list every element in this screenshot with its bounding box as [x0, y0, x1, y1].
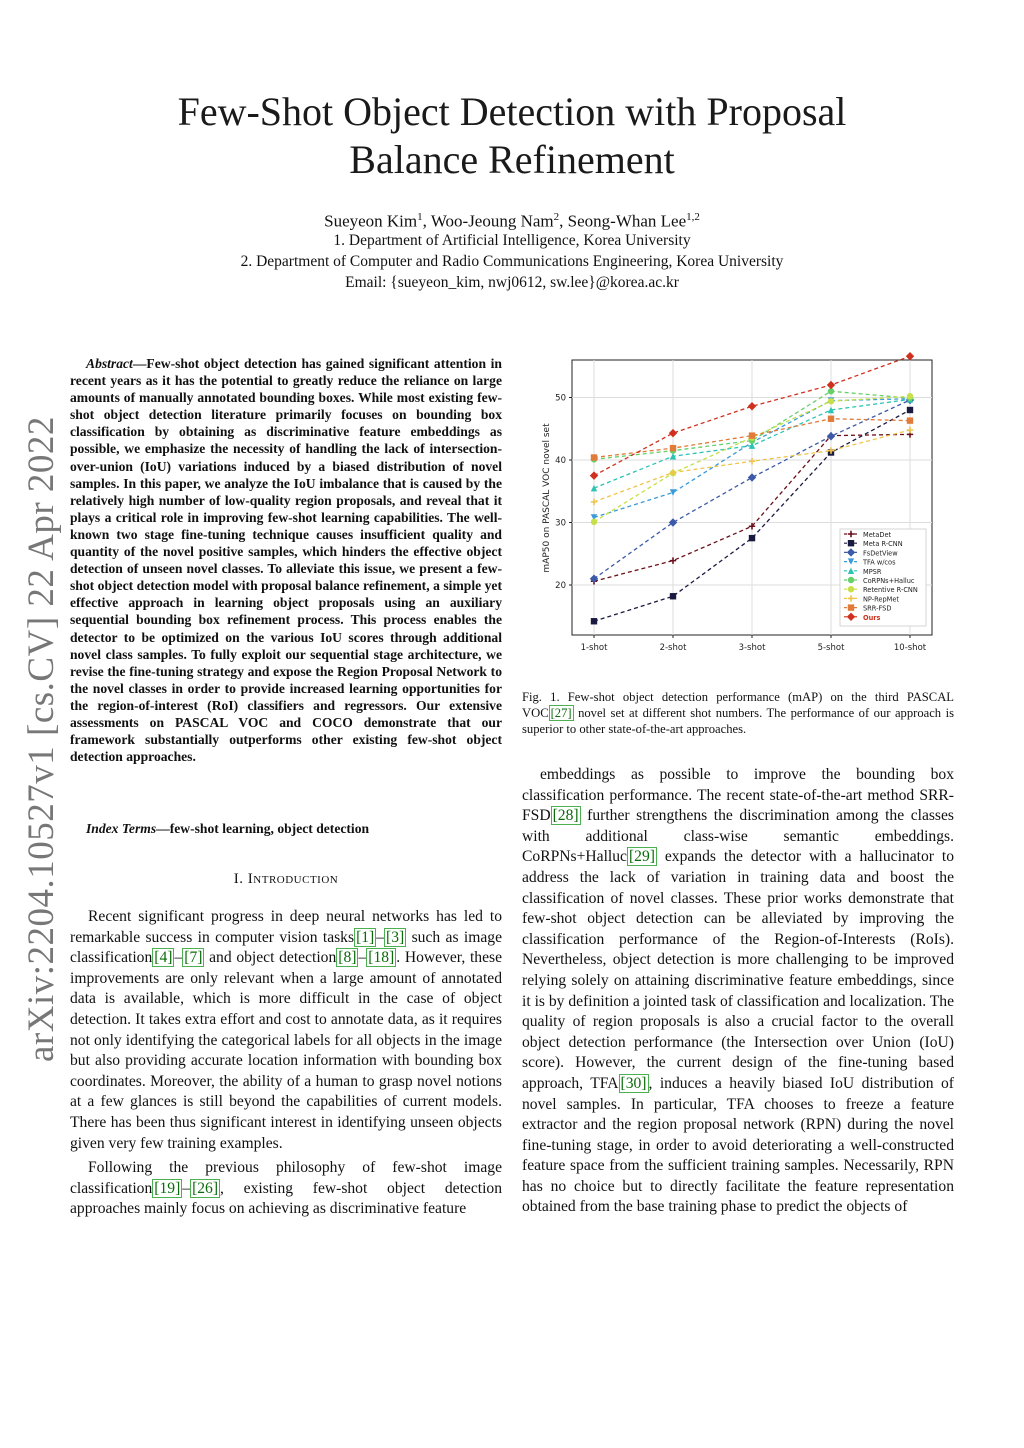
author-name: Seong-Whan Lee [567, 211, 687, 231]
legend-label: FsDetView [863, 549, 898, 558]
x-tick-label: 1-shot [580, 643, 608, 653]
data-point [828, 398, 834, 404]
text-run: – [174, 949, 183, 967]
index-terms [70, 820, 502, 837]
x-tick-label: 5-shot [817, 643, 845, 653]
data-point [848, 540, 854, 546]
data-point [670, 593, 676, 599]
y-tick-label: 30 [555, 518, 566, 529]
text-run: embeddings as possible to improve the bounding box classification performance. The recent state-of-the-art method SRR-FSD [522, 766, 954, 825]
citation-link[interactable]: [8] [338, 949, 357, 967]
text-run: novel set at different shot numbers. The performance of our approach is superior to other state-of-the-art approaches. [522, 706, 954, 736]
legend-label: MPSR [863, 567, 882, 576]
text-run: expands the detector with a hallucinator to address the lack of variation in training data and boost the classification of novel classes. These prior works demonstrate that few-shot object detection can be alleviated by improving the classification performance of the Region-of-Interests (RoIs). Nevertheless, object detection is more challenging to be improved relying solely on attaining discriminative feature embeddings, since it is by definition a jointed task of classification and localization. The quality of region proposals is also a crucial factor to the overall object detection performance (the Intersection over Union (IoU) score). However, the current design of the fine-tuning based approach, TFA [522, 848, 954, 1092]
y-tick-label: 40 [555, 456, 566, 466]
citation-link[interactable]: [1] [356, 928, 375, 946]
legend-label: MetaDet [863, 531, 892, 539]
author-affil-sup: 2 [553, 211, 560, 223]
citation-link[interactable]: [30] [620, 1074, 647, 1092]
legend-label: NP-RepMet [863, 595, 900, 604]
y-axis-ticks [555, 394, 572, 592]
paper-title [0, 88, 1024, 184]
data-point [670, 445, 676, 451]
affiliation-2: 2. Department of Computer and Radio Communications Engineering, Korea University [240, 253, 784, 270]
text-run: – [376, 928, 385, 946]
citation-link[interactable]: [27] [550, 706, 572, 720]
data-point [906, 352, 914, 360]
index-terms-label: Index Terms [86, 821, 157, 836]
y-tick-label: 20 [555, 581, 566, 591]
y-axis-label: mAP50 on PASCAL VOC novel set [542, 423, 552, 573]
author-email: Email: {sueyeon_kim, nwj0612, sw.lee}@korea.ac.kr [345, 274, 679, 291]
data-point [591, 519, 597, 525]
citation-link[interactable]: [19] [154, 1179, 181, 1197]
citation-link[interactable]: [29] [628, 848, 655, 866]
text-run: – [358, 949, 367, 967]
citation-link[interactable]: [4] [154, 949, 173, 967]
intro-right-column [522, 765, 954, 1218]
text-run: , existing few-shot object detection approaches mainly focus on achieving as discriminative feature [70, 1179, 502, 1218]
text-run: – [182, 1179, 191, 1197]
x-tick-label: 3-shot [738, 643, 766, 653]
paragraph [522, 765, 954, 1218]
author-name: Woo-Jeoung Nam [430, 211, 554, 231]
abstract-label: Abstract [86, 356, 133, 371]
data-point [907, 417, 913, 423]
legend-label: TFA w/cos [863, 558, 896, 567]
section-heading [70, 871, 502, 888]
section-number: I. [233, 871, 244, 887]
legend-label: Retentive R-CNN [863, 586, 918, 595]
x-tick-label: 2-shot [659, 643, 687, 653]
text-run: further strengthens the discrimination among the classes with additional class-wise semantic embeddings. CoRPNs+Halluc [522, 807, 954, 866]
data-point [848, 586, 854, 592]
paragraph [70, 907, 502, 1154]
data-point [848, 577, 854, 583]
abstract-text: —Few-shot object detection has gained significant attention in recent years as it has the potential to greatly reduce the reliance on large amounts of manually annotated bounding boxes. While most existing few-shot object detection literature primarily focuses on bounding box classification by obtaining as discriminative feature embeddings as possible, we emphasize the necessity of handling the lack of intersection-over-union (IoU) variations induced by a biased distribution of novel samples. In this paper, we analyze the IoU imbalance that is caused by the relatively high number of low-quality region proposals, and reveal that it plays a critical role in improving few-shot learning capabilities. The well-known two stage fine-tuning technique causes insufficient quality and quantity of the novel positive samples, which hinders the effective object detection of unseen novel classes. To alleviate this issue, we present a few-shot object detection model with proposal balance refinement, a simple yet effective approach in learning object proposals using an auxiliary sequential bounding box refinement process. This process enables the detector to be optimized on the various IoU scores through additional novel class samples. To fully exploit our sequential stage architecture, we revise the fine-tuning strategy and expose the Region Proposal Network to the novel classes in order to provide increased learning opportunities for the region-of-interest (RoI) classifiers and regressors. Our extensive assessments on PASCAL VOC and COCO demonstrate that our framework substantially outperforms other existing few-shot object detection approaches. [70, 356, 502, 765]
text-run: Recent significant progress in deep neural networks has led to remarkable success in computer vision tasks [70, 908, 502, 946]
citation-link[interactable]: [18] [368, 949, 395, 967]
y-tick-label: 50 [555, 393, 566, 404]
figure-caption [522, 689, 954, 737]
title-line-1: Few-Shot Object Detection with Proposal [177, 89, 847, 134]
index-terms-text: —few-shot learning, object detection [156, 821, 370, 836]
author-affil-sup: 1,2 [686, 211, 700, 223]
affiliation-1: 1. Department of Artificial Intelligence, Korea University [333, 232, 691, 249]
author-list: Sueyeon Kim$^1$, Woo-Jeoung Nam$^2$, Seong-Whan Lee$^{1,2}$ [324, 211, 700, 231]
data-point [749, 535, 755, 541]
arxiv-identifier: arXiv:2204.10527v1 [cs.CV] 22 Apr 2022 [21, 416, 62, 1062]
text-run: Fig. 1. Few-shot object detection performance (mAP) on the third PASCAL VOC [522, 690, 954, 720]
data-point [907, 393, 913, 399]
intro-left-column [70, 907, 502, 1220]
paragraph [70, 1158, 502, 1220]
data-point [828, 416, 834, 422]
text-run: Following the previous philosophy of few-shot image classification [70, 1159, 502, 1197]
legend-label: SRR-FSD [863, 604, 892, 613]
x-tick-label: 10-shot [893, 643, 927, 653]
data-point [749, 432, 755, 438]
data-point [848, 604, 854, 610]
legend-label: Meta R-CNN [863, 540, 903, 549]
data-point [591, 454, 597, 460]
x-axis-ticks [581, 635, 927, 653]
citation-link[interactable]: [3] [386, 928, 405, 946]
legend [840, 529, 926, 626]
abstract [70, 355, 502, 765]
author-affil-sup: 1 [417, 211, 423, 223]
text-run: , induces a heavily biased IoU distribution of novel samples. In particular, TFA chooses to freeze a feature extractor and the region proposal network (RPN) during the novel fine-tuning stage, in order to avoid deteriorating a well-constructed feature space from the sufficient training samples. Necessarily, RPN has no choice but to directly facilitate the feature representation obtained from the base training phase to predict the objects of [522, 1074, 954, 1216]
title-line-2: Balance Refinement [349, 137, 675, 182]
citation-link[interactable]: [26] [192, 1179, 219, 1197]
legend-label: Ours [863, 613, 881, 622]
text-run: and object detection [204, 949, 337, 967]
citation-link[interactable]: [28] [552, 807, 579, 825]
section-title: Introduction [247, 871, 339, 887]
legend-label: CoRPNs+Halluc [863, 577, 915, 585]
text-run: . However, these improvements are only relevant when a large amount of annotated data is available, which is more difficult in the case of object detection. It takes extra effort and cost to annotate data, as it requires not only identifying the categorical labels for all objects in the image but also providing accurate location information with bounding box coordinates. Moreover, the ability of a human to grasp novel notions at a few glances is still beyond the capabilities of current models. There has been thus significant interest in identifying unseen objects given very few training examples. [70, 949, 502, 1152]
data-point [591, 618, 597, 624]
data-point [907, 407, 913, 413]
figure-1-chart [522, 352, 954, 664]
citation-link[interactable]: [7] [184, 949, 203, 967]
text-run: such as image classification [70, 928, 503, 967]
author-name: Sueyeon Kim [324, 211, 418, 231]
